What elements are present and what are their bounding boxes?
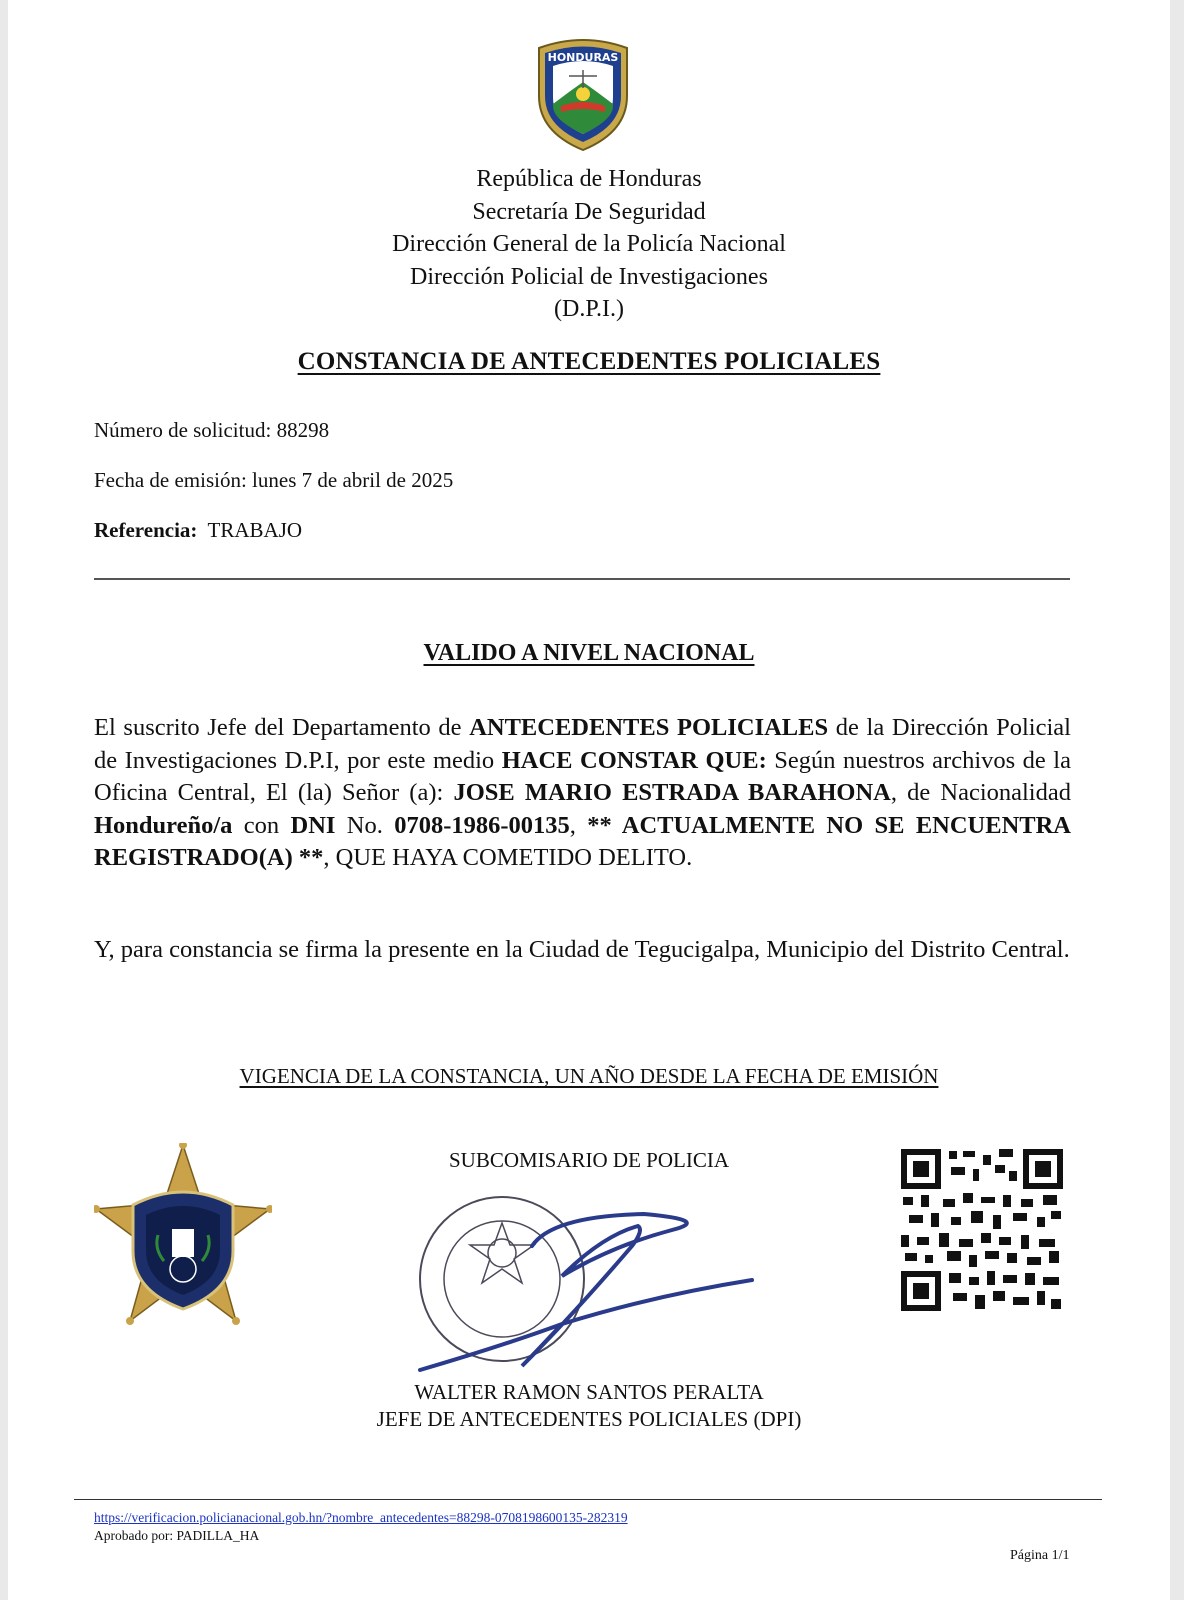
request-number-value: 88298 [276,418,330,442]
certifies-phrase: HACE CONSTAR QUE: [501,746,767,774]
validity-note: VIGENCIA DE LA CONSTANCIA, UN AÑO DESDE LA FECHA DE EMISIÓN [239,1064,939,1088]
record-status: ** ACTUALMENTE NO SE ENCUENTRA REGISTRADO(A) ** [94,811,1071,871]
approved-by-line [94,1528,259,1544]
telematics-star-badge [94,1143,272,1343]
verification-qr-code [901,1149,1063,1311]
certification-paragraph [94,712,1071,875]
approved-by-value: PADILLA_HA [176,1528,260,1543]
signatory-position: JEFE DE ANTECEDENTES POLICIALES (DPI) [376,1407,802,1431]
issue-date-label: Fecha de emisión: [94,468,247,492]
nationality: Hondureño/a [94,811,233,839]
footer-divider [74,1499,1102,1500]
request-number-line [94,418,329,443]
body-text: El suscrito Jefe del Departamento de [94,714,470,741]
handwritten-signature [412,1206,760,1376]
body-text: , [569,811,588,839]
dni-number: 0708-1986-00135 [394,811,570,839]
reference-value: TRABAJO [207,518,303,542]
closing-paragraph: Y, para constancia se firma la presente en la Ciudad de Tegucigalpa, Municipio del Distrito Central. [94,936,1070,963]
document-title: CONSTANCIA DE ANTECEDENTES POLICIALES [297,348,881,375]
body-text: Según nuestros archivos de la Oficina Central, El (la) Señor (a): [94,746,1071,806]
approved-by-label: Aprobado por: [94,1528,174,1543]
reference-label: Referencia: [94,518,198,542]
body-text: No. [335,811,395,839]
body-text: , de Nacionalidad [890,779,1071,806]
issue-date-value: lunes 7 de abril de 2025 [252,468,454,492]
institution-header [8,163,1170,326]
person-name: JOSE MARIO ESTRADA BARAHONA [453,779,891,806]
police-shield-logo [531,36,635,154]
header-division: Dirección Policial de Investigaciones [410,263,768,290]
header-ministry: Secretaría De Seguridad [472,198,706,225]
body-text: con [232,811,291,839]
page-number: Página 1/1 [1010,1548,1070,1563]
validity-title: VALIDO A NIVEL NACIONAL [423,640,755,666]
dni-label: DNI [290,811,336,839]
header-directorate: Dirección General de la Policía Nacional [392,231,786,257]
body-text: , QUE HAYA COMETIDO DELITO. [323,844,693,871]
top-logo-word: HONDURAS [547,51,619,64]
reference-line [94,518,302,543]
document-page [8,0,1170,1600]
section-divider [94,578,1070,580]
request-number-label: Número de solicitud: [94,418,272,442]
signatory-name: WALTER RAMON SANTOS PERALTA [414,1380,764,1404]
header-acronym: (D.P.I.) [554,296,624,322]
header-country: República de Honduras [476,166,702,192]
verification-link[interactable]: https://verificacion.policianacional.gob.hn/?nombre_antecedentes=88298-0708198600135-282319 [94,1510,628,1525]
issue-date-line [94,468,453,493]
body-text: de la Dirección Policial de Investigaciones D.P.I, por este medio [94,714,1071,774]
department-name: ANTECEDENTES POLICIALES [469,714,829,741]
signatory-rank: SUBCOMISARIO DE POLICIA [448,1148,730,1172]
